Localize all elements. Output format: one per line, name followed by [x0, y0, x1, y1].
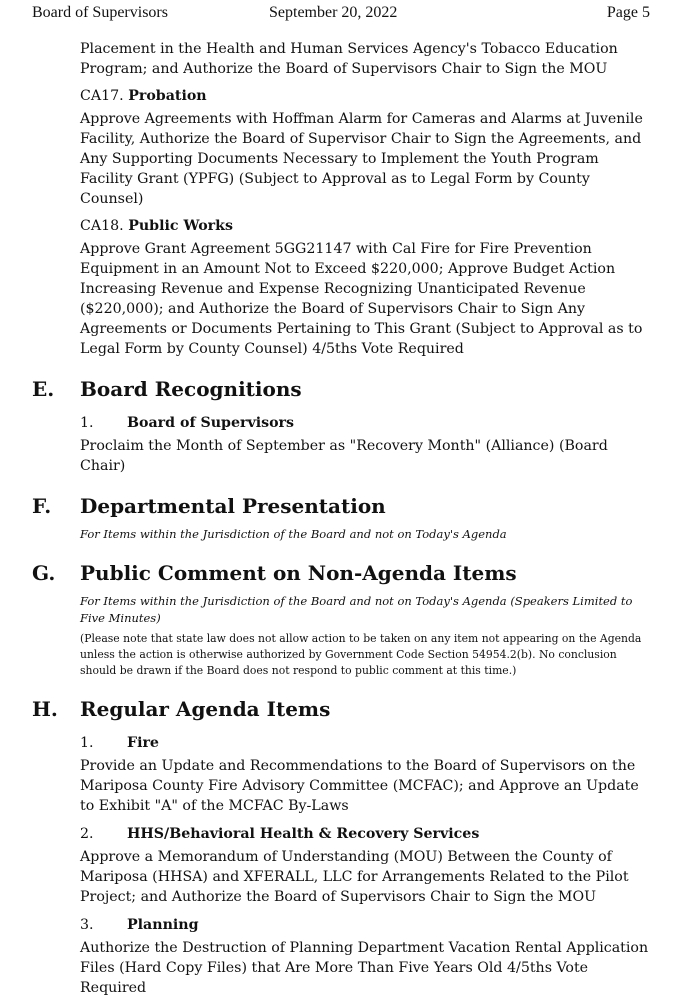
ca17-text: Approve Agreements with Hoffman Alarm for Cameras and Alarms at Juvenile Facility, Authorize the Board of Supervisor Chair to Sign the Agreements, and Any Supporting Documents Necessary to Implement the Youth Program Facility Grant (YPFG) (Subject to Approval as to Legal Form by County Counsel) [80, 111, 643, 207]
ca17-code: CA17. [80, 88, 124, 104]
section-e-item-1-number: 1. [80, 415, 94, 431]
ca17-heading [80, 86, 650, 106]
ca18-text: Approve Grant Agreement 5GG21147 with Cal Fire for Fire Prevention Equipment in an Amount Not to Exceed $220,000; Approve Budget Action Increasing Revenue and Expense Recognizing Unanticipated Revenue ($220,000); and Authorize the Board of Supervisors Chair to Sign Any Agreements or Documents Pertaining to This Grant (Subject to Approval as to Legal Form by County Counsel) 4/5ths Vote Required [80, 241, 643, 357]
section-h-item-2-department: HHS/Behavioral Health & Recovery Services [127, 826, 480, 842]
agenda-content [0, 39, 680, 998]
ca17-department: Probation [128, 88, 207, 104]
section-h-item-3-department: Planning [127, 917, 199, 933]
section-f-note: For Items within the Jurisdiction of the Board and not on Today's Agenda [80, 527, 507, 541]
section-h-item-3-text: Authorize the Destruction of Planning Department Vacation Rental Application Files (Hard Copy Files) that Are More Than Five Years Old 4/5ths Vote Required [80, 940, 649, 996]
section-f-letter: F. [32, 494, 52, 518]
section-h-item-2-number: 2. [80, 826, 94, 842]
section-g-note: For Items within the Jurisdiction of the Board and not on Today's Agenda (Speakers Limited to Five Minutes) [80, 594, 633, 625]
ca18-heading [80, 216, 650, 236]
section-g-legal-note: (Please note that state law does not allow action to be taken on any item not appearing on the Agenda unless the action is otherwise authorized by Government Code Section 54954.2(b). No conclusion should be drawn if the Board does not respond to public comment at this time.) [80, 632, 642, 677]
section-e-item-1-text: Proclaim the Month of September as "Recovery Month" (Alliance) (Board Chair) [80, 438, 608, 474]
section-g-title: Public Comment on Non-Agenda Items [80, 561, 517, 585]
page-header [32, 4, 650, 24]
section-h-item-1-department: Fire [127, 735, 159, 751]
header-date: September 20, 2022 [269, 4, 398, 21]
section-h-heading [0, 697, 650, 725]
section-h-letter: H. [32, 697, 58, 721]
section-h-item-3-number: 3. [80, 917, 94, 933]
continued-item-text: Placement in the Health and Human Services Agency's Tobacco Education Program; and Authorize the Board of Supervisors Chair to Sign the MOU [80, 41, 618, 77]
section-h-item-2-heading [80, 824, 650, 844]
ca18-department: Public Works [128, 218, 233, 234]
header-board-name: Board of Supervisors [32, 4, 168, 21]
section-h-item-2-text: Approve a Memorandum of Understanding (MOU) Between the County of Mariposa (HHSA) and XFERALL, LLC for Arrangements Related to the Pilot Project; and Authorize the Board of Supervisors Chair to Sign the MOU [80, 849, 629, 905]
section-e-item-1-heading [80, 413, 650, 433]
section-e-heading [0, 377, 650, 405]
section-h-item-1-text: Provide an Update and Recommendations to the Board of Supervisors on the Mariposa County Fire Advisory Committee (MCFAC); and Approve an Update to Exhibit "A" of the MCFAC By-Laws [80, 758, 639, 814]
section-g-heading [0, 561, 650, 589]
header-page-number: Page 5 [606, 4, 650, 21]
section-f-title: Departmental Presentation [80, 494, 386, 518]
section-h-item-1-number: 1. [80, 735, 94, 751]
ca18-code: CA18. [80, 218, 124, 234]
section-h-title: Regular Agenda Items [80, 697, 331, 721]
section-h-item-1-heading [80, 733, 650, 753]
section-f-heading [0, 494, 650, 522]
section-e-title: Board Recognitions [80, 377, 302, 401]
section-e-item-1-department: Board of Supervisors [127, 415, 295, 431]
section-h-item-3-heading [80, 915, 650, 935]
section-e-letter: E. [32, 377, 55, 401]
section-g-letter: G. [32, 561, 56, 585]
